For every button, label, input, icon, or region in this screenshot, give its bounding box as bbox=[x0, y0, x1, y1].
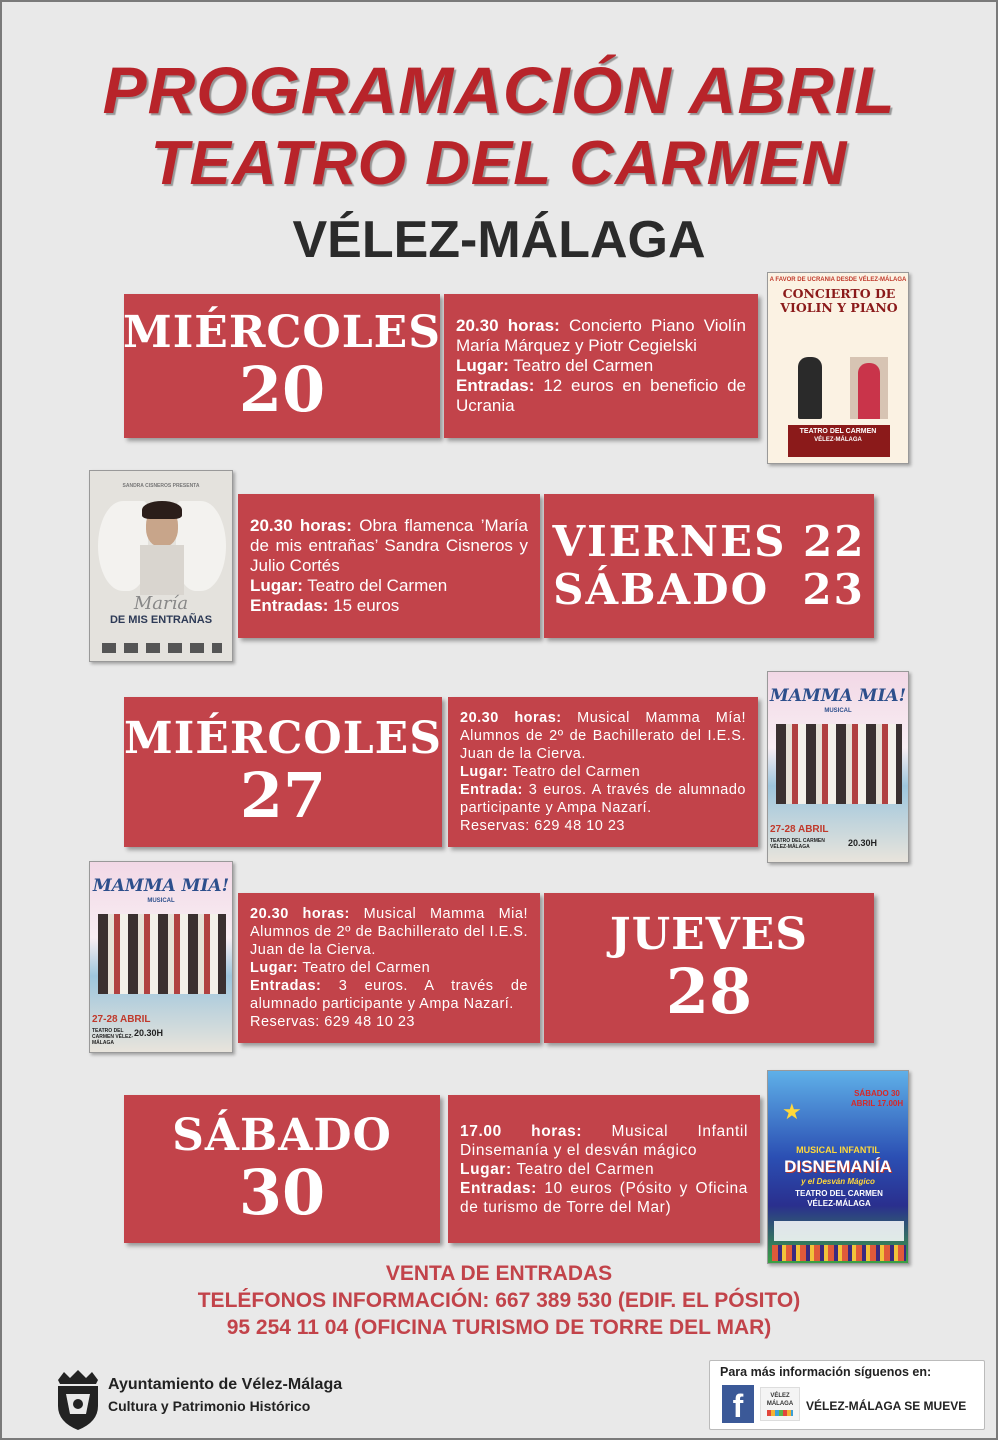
event-day-box-30 bbox=[124, 1095, 440, 1243]
event-description: Musical Mamma Mia! Alumnos de 2º de Bachillerato del I.E.S. Juan de la Cierva. bbox=[250, 906, 528, 958]
poster-concierto-violin-piano bbox=[767, 272, 909, 464]
poster-photo-violinist bbox=[798, 357, 822, 419]
org-name: Ayuntamiento de Vélez-Málaga bbox=[108, 1376, 343, 1393]
poster-info-band bbox=[774, 1221, 904, 1241]
page-title-line1: PROGRAMACIÓN ABRIL bbox=[102, 53, 896, 127]
day-number: 27 bbox=[239, 758, 327, 832]
poster-sponsor-logos bbox=[102, 643, 222, 653]
social-heading: Para más información síguenos en: bbox=[720, 1365, 932, 1379]
city-subtitle: VÉLEZ-MÁLAGA bbox=[292, 211, 706, 269]
poster-subheading: MUSICAL bbox=[147, 898, 175, 904]
place-label: Lugar: bbox=[250, 960, 299, 976]
event-reservas: Reservas: 629 48 10 23 bbox=[460, 818, 625, 834]
event-day-box-27 bbox=[124, 697, 442, 847]
event-info-box-27 bbox=[448, 697, 758, 847]
event-day-box-20 bbox=[124, 294, 440, 438]
event-info-text bbox=[250, 905, 528, 1031]
poster-disnemania bbox=[767, 1070, 909, 1264]
day-number: 28 bbox=[665, 954, 753, 1028]
poster-time: 20.30H bbox=[848, 838, 878, 848]
logo-text: VÉLEZ MÁLAGA bbox=[766, 1393, 794, 1407]
poster-venue: TEATRO DEL CARMEN VÉLEZ-MÁLAGA bbox=[770, 838, 825, 850]
tickets-label: Entradas: bbox=[456, 376, 535, 395]
event-description: Obra flamenca ’María de mis entrañas’ Sandra Cisneros y Julio Cortés bbox=[250, 516, 528, 575]
velez-malaga-logo bbox=[760, 1387, 800, 1421]
ayuntamiento-logo bbox=[52, 1370, 104, 1430]
poster-cast-strip bbox=[772, 1245, 906, 1261]
tickets-heading: VENTA DE ENTRADAS bbox=[385, 1262, 613, 1285]
org-dept: Cultura y Patrimonio Histórico bbox=[108, 1398, 311, 1414]
event-place: Teatro del Carmen bbox=[508, 356, 654, 375]
poster-city: VÉLEZ-MÁLAGA bbox=[814, 437, 862, 443]
poster-heading: MUSICAL INFANTIL bbox=[796, 1145, 880, 1155]
coat-of-arms-icon bbox=[52, 1370, 104, 1430]
event-place: Teatro del Carmen bbox=[511, 1160, 655, 1178]
place-label: Lugar: bbox=[460, 764, 509, 780]
place-label: Lugar: bbox=[460, 1160, 512, 1178]
poster-mamma-mia-2 bbox=[89, 861, 233, 1053]
poster-photo-singer bbox=[858, 363, 880, 419]
day-name: MIÉRCOLES bbox=[124, 713, 442, 765]
poster-heading: María bbox=[133, 593, 189, 614]
poster-dates: 27-28 ABRIL bbox=[92, 1014, 151, 1025]
poster-cast-photo bbox=[98, 914, 226, 994]
poster-date: SÁBADO 30 ABRIL 17.00H bbox=[850, 1089, 904, 1108]
poster-subheading: DE MIS ENTRAÑAS bbox=[109, 614, 213, 626]
day-number: 30 bbox=[238, 1155, 326, 1229]
time-label: 20.30 horas: bbox=[460, 710, 562, 726]
poster-dates: 27-28 ABRIL bbox=[770, 824, 829, 835]
poster-top-text: SANDRA CISNEROS PRESENTA bbox=[122, 483, 200, 489]
event-day-box-28 bbox=[544, 893, 874, 1043]
phone-info-line: TELÉFONOS INFORMACIÓN: 667 389 530 (EDIF. EL PÓSITO) bbox=[197, 1289, 801, 1312]
event-day-box-22-23 bbox=[544, 494, 874, 638]
place-label: Lugar: bbox=[250, 576, 303, 595]
social-panel bbox=[709, 1360, 985, 1430]
event-place: Teatro del Carmen bbox=[298, 960, 431, 976]
tourism-office-line: 95 254 11 04 (OFICINA TURISMO DE TORRE DEL MAR) bbox=[226, 1316, 772, 1339]
poster-star-icon: ★ bbox=[782, 1099, 802, 1124]
event-info-box-22-23 bbox=[238, 494, 540, 638]
event-info-text bbox=[460, 1122, 748, 1217]
day-name: SÁBADO bbox=[172, 1110, 392, 1162]
poster-venue: TEATRO DEL CARMEN VÉLEZ-MÁLAGA bbox=[795, 1189, 883, 1208]
event-reservas: Reservas: 629 48 10 23 bbox=[250, 1014, 415, 1030]
poster-sub: y el Desván Mágico bbox=[801, 1177, 875, 1186]
time-label: 20.30 horas: bbox=[250, 906, 350, 922]
event-description: Musical Infantil Dinsemanía y el desván mágico bbox=[460, 1122, 748, 1159]
poster-venue: TEATRO DEL CARMEN VÉLEZ-MÁLAGA bbox=[92, 1028, 134, 1046]
tickets-label: Entradas: bbox=[250, 978, 322, 994]
event-info-box-30 bbox=[448, 1095, 760, 1243]
event-tickets: 10 euros (Pósito y Oficina de turismo de Torre del Mar) bbox=[460, 1179, 748, 1216]
poster-dancer-body bbox=[140, 545, 184, 595]
day-name-viernes: VIERNES 22 bbox=[552, 516, 866, 566]
logo-dots bbox=[767, 1410, 793, 1416]
day-name: MIÉRCOLES bbox=[123, 307, 441, 359]
event-tickets: 15 euros bbox=[328, 596, 400, 615]
poster-mamma-mia-1 bbox=[767, 671, 909, 863]
poster-title: DISNEMANÍA bbox=[784, 1157, 892, 1176]
poster-venue: TEATRO DEL CARMEN bbox=[799, 428, 877, 435]
event-description: Concierto Piano Violín María Márquez y Piotr Cegielski bbox=[456, 316, 746, 355]
event-info-box-28 bbox=[238, 893, 540, 1043]
day-name: JUEVES bbox=[609, 909, 809, 961]
time-label: 20.30 horas: bbox=[250, 516, 352, 535]
poster-top-text: A FAVOR DE UCRANIA DESDE VÉLEZ-MÁLAGA bbox=[769, 277, 907, 283]
event-place: Teatro del Carmen bbox=[302, 576, 448, 595]
event-tickets: 3 euros. A través de alumnado participante y Ampa Nazarí. bbox=[250, 978, 528, 1012]
time-label: 17.00 horas: bbox=[460, 1122, 583, 1140]
facebook-icon[interactable]: f bbox=[722, 1385, 754, 1423]
time-label: 20.30 horas: bbox=[456, 316, 560, 335]
event-info-box-20 bbox=[444, 294, 758, 438]
poster-heading: CONCIERTO DE VIOLIN Y PIANO bbox=[780, 286, 898, 315]
day-name-sabado: SÁBADO 23 bbox=[553, 565, 865, 614]
event-info-text bbox=[460, 709, 746, 835]
tickets-label: Entradas: bbox=[250, 596, 329, 615]
poster-subheading: MUSICAL bbox=[824, 708, 852, 714]
poster-heading: MAMMA MIA! bbox=[769, 686, 907, 706]
tickets-label: Entrada: bbox=[460, 782, 523, 798]
place-label: Lugar: bbox=[456, 356, 509, 375]
page-title-line2: TEATRO DEL CARMEN bbox=[150, 129, 848, 198]
event-place: Teatro del Carmen bbox=[508, 764, 641, 780]
tickets-label: Entradas: bbox=[460, 1179, 537, 1197]
event-description: Musical Mamma Mía! Alumnos de 2º de Bachillerato del I.E.S. Juan de la Cierva. bbox=[460, 710, 746, 762]
day-number: 20 bbox=[238, 352, 326, 426]
event-info-text bbox=[250, 516, 528, 616]
event-info-text bbox=[456, 316, 746, 416]
event-tickets: 3 euros. A través de alumnado participante y Ampa Nazarí. bbox=[460, 782, 746, 816]
poster-dancer-hair bbox=[142, 501, 182, 519]
poster-heading: MAMMA MIA! bbox=[92, 876, 230, 896]
poster-cast-photo bbox=[776, 724, 902, 804]
social-page-name[interactable]: VÉLEZ-MÁLAGA SE MUEVE bbox=[806, 1399, 967, 1413]
poster-maria-de-mis-entranas bbox=[89, 470, 233, 662]
event-tickets: 12 euros en beneficio de Ucrania bbox=[456, 376, 746, 415]
poster-time: 20.30H bbox=[134, 1028, 164, 1038]
